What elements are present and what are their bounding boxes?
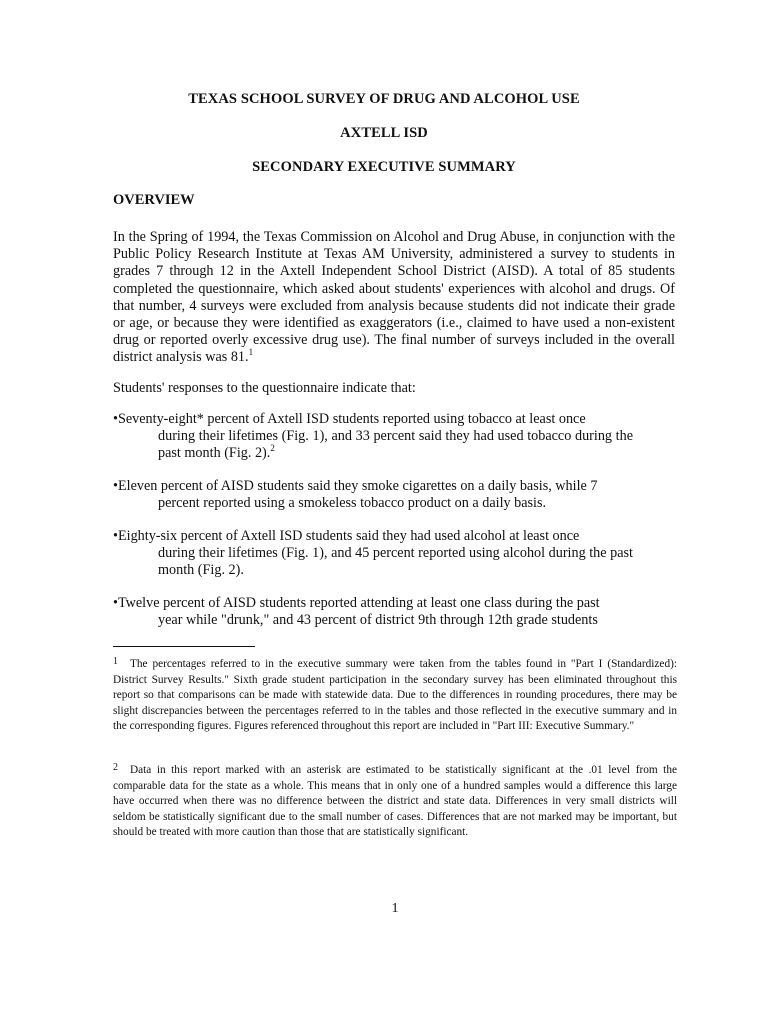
- section-heading: OVERVIEW: [113, 192, 195, 208]
- bullet-first-line: •Eleven percent of AISD students said they smoke cigarettes on a daily basis, while 7: [113, 478, 598, 494]
- bullet-continuation: [113, 428, 633, 462]
- bullet-continuation: percent reported using a smokeless tobacco product on a daily basis.: [158, 495, 547, 512]
- footnote-divider: [113, 646, 255, 647]
- footnote-1: [113, 654, 677, 735]
- bullet-continuation: year while "drunk," and 43 percent of district 9th through 12th grade students: [158, 612, 598, 629]
- document-subtitle: SECONDARY EXECUTIVE SUMMARY: [252, 159, 516, 175]
- bullet-first-line: •Twelve percent of AISD students reported attending at least one class during the past: [113, 595, 600, 611]
- footnote-ref-1: 1: [248, 347, 254, 358]
- footnote-text: The percentages referred to in the executive summary were taken from the tables found in "Part I (Standardized): District Survey Results." Sixth grade student participation in the secondary survey has been eliminated throughout this report so that comparisons can be made with statewide data. Due to the differences in rounding procedures, there may be slight discrepancies between the percentages referred to in the tables and those reflected in the executive summary and in the corresponding figures. Figures referenced throughout this report are included in "Part III: Executive Summary.": [113, 658, 677, 733]
- list-item: [113, 595, 633, 629]
- document-title: TEXAS SCHOOL SURVEY OF DRUG AND ALCOHOL USE: [188, 91, 580, 107]
- bullet-continuation: during their lifetimes (Fig. 1), and 45 percent reported using alcohol during the past month (Fig. 2).: [158, 545, 633, 579]
- lead-in-text: Students' responses to the questionnaire indicate that:: [113, 380, 416, 396]
- intro-paragraph: [113, 229, 675, 367]
- intro-paragraph-text: In the Spring of 1994, the Texas Commission on Alcohol and Drug Abuse, in conjunction with the Public Policy Research Institute at Texas AM University, administered a survey to students in grades 7 through 12 in the Axtell Independent School District (AISD). A total of 85 students completed the questionnaire, which asked about students' experiences with alcohol and drugs. Of that number, 4 surveys were excluded from analysis because students did not indicate their grade or age, or because they were identified as exaggerators (i.e., claimed to have used a non-existent drug or reported overly excessive drug use). The final number of surveys included in the overall district analysis was 81.: [113, 229, 675, 366]
- bullet-first-line: •Seventy-eight* percent of Axtell ISD students reported using tobacco at least once: [113, 411, 586, 427]
- page-number: 1: [391, 901, 399, 916]
- footnote-2: [113, 760, 677, 841]
- footnote-ref-2: 2: [270, 443, 275, 454]
- list-item: [113, 411, 633, 463]
- list-item: [113, 528, 633, 580]
- footnote-mark: 1: [113, 656, 118, 667]
- footnote-text: Data in this report marked with an asterisk are estimated to be statistically significant at the .01 level from the comparable data for the state as a whole. This means that in only one of a hundred samples would a difference this large have occurred when there was no difference between the district and state data. Differences in very small districts will seldom be statistically significant due to the small number of cases. Differences that are not marked may be important, but should be treated with more caution than those that are statistically significant.: [113, 764, 677, 839]
- bullet-first-line: •Eighty-six percent of Axtell ISD students said they had used alcohol at least once: [113, 528, 580, 544]
- footnote-mark: 2: [113, 762, 118, 773]
- list-item: [113, 478, 633, 512]
- district-name: AXTELL ISD: [340, 125, 428, 141]
- bullet-continuation-text: during their lifetimes (Fig. 1), and 33 percent said they had used tobacco during the past month (Fig. 2).: [158, 428, 633, 462]
